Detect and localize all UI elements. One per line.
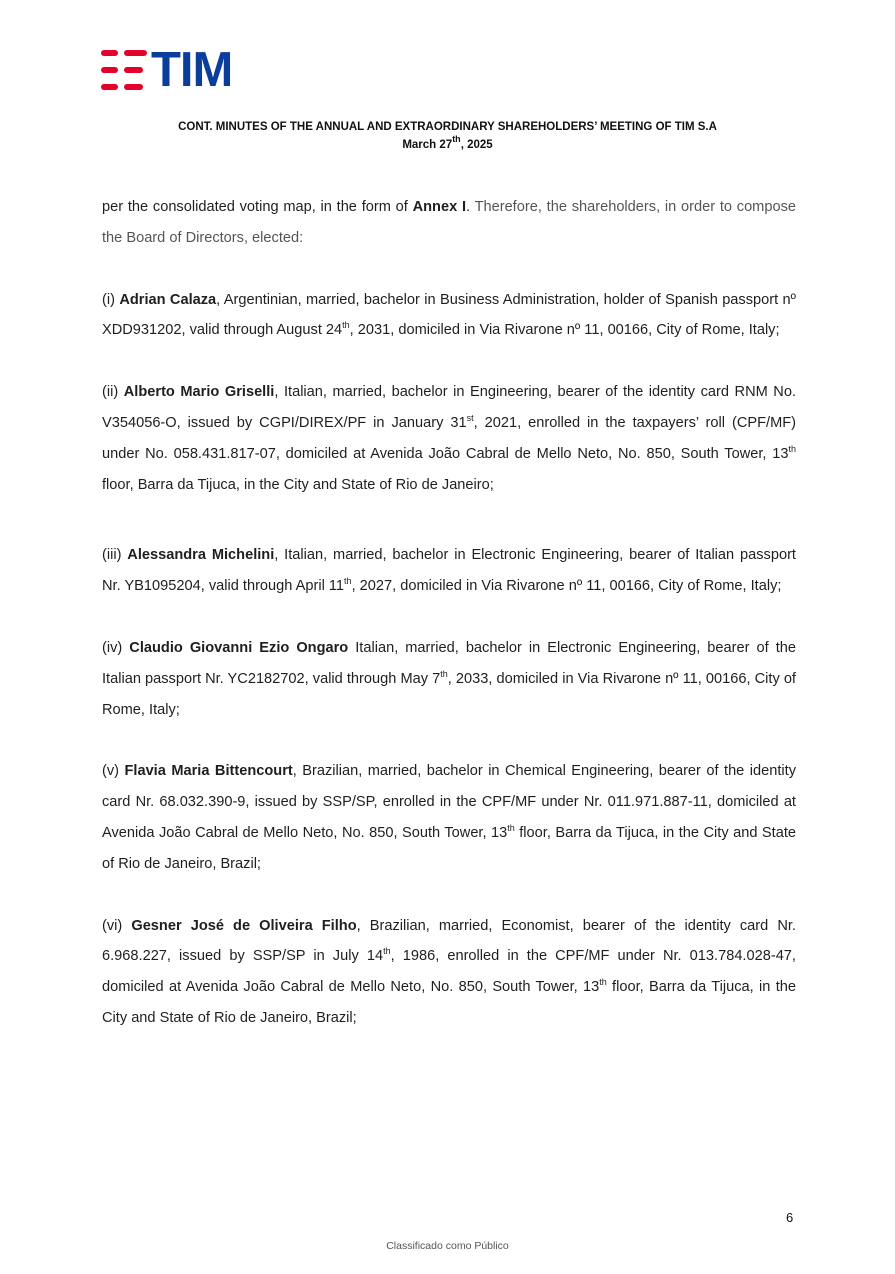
director-item: (iii) Alessandra Michelini, Italian, married, bachelor in Electronic Engineering, bearer of Italian passport Nr. YB1095204, valid through April 11th, 2027, domiciled in Via Rivarone nº 11, 00166, City of Rome, Italy;: [102, 547, 796, 595]
tim-logo-mark-icon: [101, 50, 147, 90]
document-header-date: March 27th, 2025: [402, 134, 493, 151]
intro-paragraph: per the consolidated voting map, in the form of Annex I. Therefore, the shareholders, in order to compose the Board of Directors, elected:: [102, 199, 796, 246]
director-name: Alessandra Michelini: [127, 547, 275, 564]
director-name: Flavia Maria Bittencourt: [124, 763, 293, 780]
director-name: Gesner José de Oliveira Filho: [131, 917, 357, 934]
director-item: (ii) Alberto Mario Griselli, Italian, married, bachelor in Engineering, bearer of the identity card RNM No. V354056-O, issued by CGPI/DIREX/PF in January 31st, 2021, enrolled in the taxpayers’ roll (CPF/MF) under No. 058.431.817-07, domiciled at Avenida João Cabral de Mello Neto, No. 850, South Tower, 13th floor, Barra da Tijuca, in the City and State of Rio de Janeiro;: [102, 384, 797, 493]
tim-logo-text: TIM: [151, 43, 233, 97]
director-item: (i) Adrian Calaza, Argentinian, married, bachelor in Business Administration, holder of Spanish passport nº XDD931202, valid through August 24th, 2031, domiciled in Via Rivarone nº 11, 00166, City of Rome, Italy;: [102, 291, 796, 339]
classification-footer: Classificado como Público: [386, 1240, 509, 1252]
director-item: (iv) Claudio Giovanni Ezio Ongaro Italian, married, bachelor in Electronic Engineering, bearer of the Italian passport Nr. YC2182702, valid through May 7th, 2033, domiciled in Via Rivarone nº 11, 00166, City of Rome, Italy;: [102, 639, 796, 718]
director-name: Alberto Mario Griselli: [123, 384, 275, 401]
director-name: Adrian Calaza: [119, 291, 217, 308]
document-body: [102, 192, 796, 1065]
director-item: (vi) Gesner José de Oliveira Filho, Brazilian, married, Economist, bearer of the identity card Nr. 6.968.227, issued by SSP/SP in July 14th, 1986, enrolled in the CPF/MF under Nr. 013.784.028-47, domiciled at Avenida João Cabral de Mello Neto, No. 850, South Tower, 13th floor, Barra da Tijuca, in the City and State of Rio de Janeiro, Brazil;: [102, 917, 796, 1026]
document-header-title: CONT. MINUTES OF THE ANNUAL AND EXTRAORDINARY SHAREHOLDERS’ MEETING OF TIM S.A: [178, 121, 717, 133]
director-item: (v) Flavia Maria Bittencourt, Brazilian, married, bachelor in Chemical Engineering, bearer of the identity card Nr. 68.032.390-9, issued by SSP/SP, enrolled in the CPF/MF under Nr. 011.971.887-11, domiciled at Avenida João Cabral de Mello Neto, No. 850, South Tower, 13th floor, Barra da Tijuca, in the City and State of Rio de Janeiro, Brazil;: [102, 763, 797, 872]
director-name: Claudio Giovanni Ezio Ongaro: [129, 639, 349, 656]
page-number: 6: [786, 1210, 794, 1225]
tim-logo: [101, 43, 233, 97]
